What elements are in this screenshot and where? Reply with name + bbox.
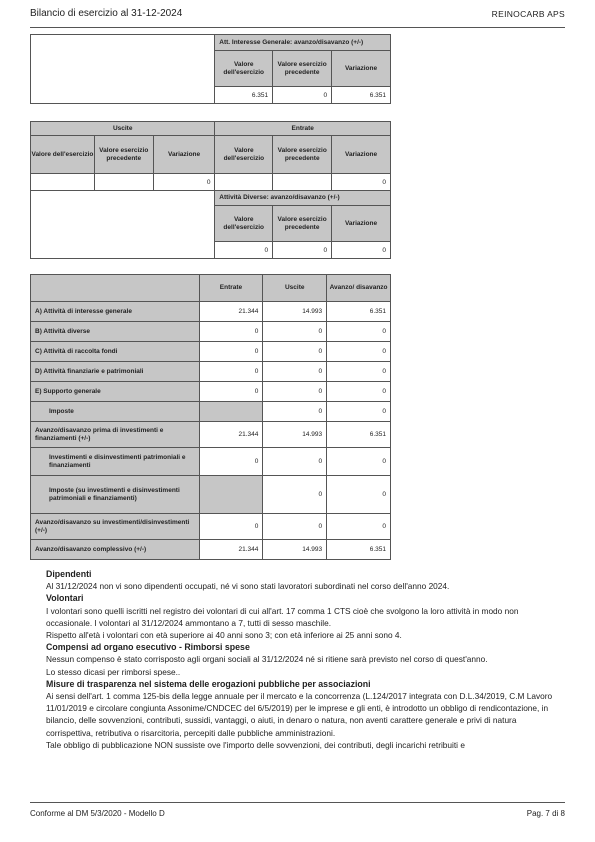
- section-text-compensi-1: Nessun compenso è stato corrisposto agli organi sociali al 31/12/2024 né si ritiene sarà previsto nel corso di quest'anno.: [46, 654, 488, 665]
- value-previous: 0: [273, 242, 332, 259]
- value-change: 6.351: [332, 87, 391, 104]
- value-current: 6.351: [215, 87, 273, 104]
- table-row: [31, 342, 391, 362]
- summary-col-entrate: Entrate: [199, 275, 263, 302]
- cell-entrate: 0: [199, 322, 263, 342]
- cell-uscite: 0: [263, 342, 327, 362]
- table-row: [31, 476, 391, 514]
- value-change: 0: [332, 242, 391, 259]
- cell-entrate: 0: [199, 342, 263, 362]
- cell-uscite: 0: [263, 362, 327, 382]
- table-row: [31, 540, 391, 560]
- row-label: Investimenti e disinvestimenti patrimoniali e finanziamenti: [31, 448, 200, 476]
- cell-avanzo: 0: [327, 382, 391, 402]
- uscite-col-current: Valore dell'esercizio: [31, 136, 95, 174]
- table-row: [31, 402, 391, 422]
- cell-uscite: 0: [263, 514, 327, 540]
- entrate-col-change: Variazione: [332, 136, 391, 174]
- value-current: 0: [215, 242, 273, 259]
- uscite-col-previous: Valore esercizio precedente: [94, 136, 153, 174]
- table-row: [31, 514, 391, 540]
- cell-avanzo: 6.351: [327, 302, 391, 322]
- table-row: [31, 302, 391, 322]
- cell-uscite: 14.993: [263, 302, 327, 322]
- cell-uscite: 0: [263, 476, 327, 514]
- uscite-value-current: [31, 174, 95, 191]
- cell-uscite: 0: [263, 322, 327, 342]
- cell-avanzo: 0: [327, 476, 391, 514]
- col-previous: Valore esercizio precedente: [273, 206, 332, 242]
- table1-title: Att. Interesse Generale: avanzo/disavanzo (+/-): [215, 35, 391, 51]
- cell-avanzo: 0: [327, 362, 391, 382]
- cell-entrate: 21.344: [199, 422, 263, 448]
- text-sections: [46, 568, 565, 751]
- table-uscite-entrate: [30, 121, 391, 191]
- row-label: A) Attività di interesse generale: [31, 302, 200, 322]
- col-current: Valore dell'esercizio: [215, 206, 273, 242]
- cell-entrate: 21.344: [199, 302, 263, 322]
- cell-entrate: 0: [199, 514, 263, 540]
- cell-entrate: 0: [199, 362, 263, 382]
- document-title: Bilancio di esercizio al 31-12-2024: [30, 8, 183, 19]
- cell-avanzo: 0: [327, 448, 391, 476]
- row-label: E) Supporto generale: [31, 382, 200, 402]
- footer-conformity: Conforme al DM 5/3/2020 - Modello D: [30, 809, 165, 818]
- row-label: Avanzo/disavanzo complessivo (+/-): [31, 540, 200, 560]
- cell-uscite: 14.993: [263, 540, 327, 560]
- entrate-col-previous: Valore esercizio precedente: [273, 136, 332, 174]
- cell-entrate: 21.344: [199, 540, 263, 560]
- section-text-volontari-2: Rispetto all'età i volontari con età superiore ai 40 anni sono 3; con età inferiore ai 25 anni sono 4.: [46, 630, 402, 641]
- page-number: Pag. 7 di 8: [526, 809, 565, 818]
- summary-col-uscite: Uscite: [263, 275, 327, 302]
- cell-avanzo: 0: [327, 402, 391, 422]
- section-text-misure-1: Ai sensi dell'art. 1 comma 125-bis della legge annuale per il mercato e la concorrenza (L.124/2017 integrata con D.L.34/2019, C.M Lavoro 11/01/2019 e circolare congiunta Assonime/CNDCEC del 6/5/2019) per le imprese e gli enti, è introdotto un obbligo di rendicontazione, in bilancio, delle sovvenzioni, contributi, sussidi, vantaggi, o aiuti, in denaro o natura, non aventi carattere generale e privi di natura corrispettiva, retributiva o risarcitoria, percepiti dalle pubbliche amministrazioni.: [46, 691, 553, 738]
- section-text-compensi-2: Lo stesso dicasi per rimborsi spese..: [46, 666, 181, 677]
- cell-uscite: 0: [263, 382, 327, 402]
- row-label: Imposte: [31, 402, 200, 422]
- cell-entrate: [199, 402, 263, 422]
- table-row: [31, 382, 391, 402]
- cell-avanzo: 0: [327, 342, 391, 362]
- page-header: [30, 8, 565, 28]
- table-interesse-generale: [30, 34, 391, 104]
- entrate-col-current: Valore dell'esercizio: [215, 136, 273, 174]
- row-label: C) Attività di raccolta fondi: [31, 342, 200, 362]
- table-row: [31, 448, 391, 476]
- uscite-value-previous: [94, 174, 153, 191]
- summary-table: [30, 274, 391, 560]
- row-label: D) Attività finanziarie e patrimoniali: [31, 362, 200, 382]
- cell-entrate: [199, 476, 263, 514]
- col-change: Variazione: [332, 206, 391, 242]
- row-label: Avanzo/disavanzo su investimenti/disinvestimenti (+/-): [31, 514, 200, 540]
- entrate-title: Entrate: [215, 122, 391, 136]
- table-row: [31, 422, 391, 448]
- table-attivita-diverse: [30, 190, 391, 259]
- section-text-misure-2: Tale obbligo di pubblicazione NON sussiste ove l'importo delle sovvenzioni, dei contributi, degli incarichi retribuiti e: [46, 739, 465, 750]
- cell-avanzo: 0: [327, 514, 391, 540]
- cell-avanzo: 6.351: [327, 540, 391, 560]
- section-title-dipendenti: Dipendenti: [46, 569, 92, 579]
- entrate-value-change: 0: [332, 174, 391, 191]
- col-current: Valore dell'esercizio: [215, 51, 273, 87]
- row-label: Avanzo/disavanzo prima di investimenti e finanziamenti (+/-): [31, 422, 200, 448]
- entrate-value-current: [215, 174, 273, 191]
- section-title-misure: Misure di trasparenza nel sistema delle erogazioni pubbliche per associazioni: [46, 678, 371, 689]
- row-label: Imposte (su investimenti e disinvestimenti patrimoniali e finanziamenti): [31, 476, 200, 514]
- section-text-dipendenti: Al 31/12/2024 non vi sono dipendenti occupati, né vi sono stati lavoratori subordinati nel corso dell'anno 2024.: [46, 581, 450, 592]
- uscite-value-change: 0: [153, 174, 215, 191]
- cell-avanzo: 6.351: [327, 422, 391, 448]
- entrate-value-previous: [273, 174, 332, 191]
- table3-title: Attività Diverse: avanzo/disavanzo (+/-): [215, 191, 391, 206]
- cell-uscite: 0: [263, 448, 327, 476]
- table-row: [31, 322, 391, 342]
- cell-uscite: 0: [263, 402, 327, 422]
- row-label: B) Attività diverse: [31, 322, 200, 342]
- uscite-title: Uscite: [31, 122, 215, 136]
- col-change: Variazione: [332, 51, 391, 87]
- section-title-volontari: Volontari: [46, 593, 84, 604]
- cell-uscite: 14.993: [263, 422, 327, 448]
- cell-entrate: 0: [199, 448, 263, 476]
- section-text-volontari-1: I volontari sono quelli iscritti nel registro dei volontari di cui all'art. 17 comma 1 CTS cioè che svolgono la loro attività in modo non occasionale. I volontari al 31/12/2024 ammontano a 7, tutti di sesso maschile.: [46, 605, 519, 628]
- cell-entrate: 0: [199, 382, 263, 402]
- col-previous: Valore esercizio precedente: [273, 51, 332, 87]
- section-title-compensi: Compensi ad organo esecutivo - Rimborsi spese: [46, 642, 250, 653]
- table-row: [31, 362, 391, 382]
- summary-col-avanzo: Avanzo/ disavanzo: [327, 275, 391, 302]
- cell-avanzo: 0: [327, 322, 391, 342]
- company-name: REINOCARB APS: [491, 9, 565, 19]
- page-footer: [30, 802, 565, 818]
- uscite-col-change: Variazione: [153, 136, 215, 174]
- value-previous: 0: [273, 87, 332, 104]
